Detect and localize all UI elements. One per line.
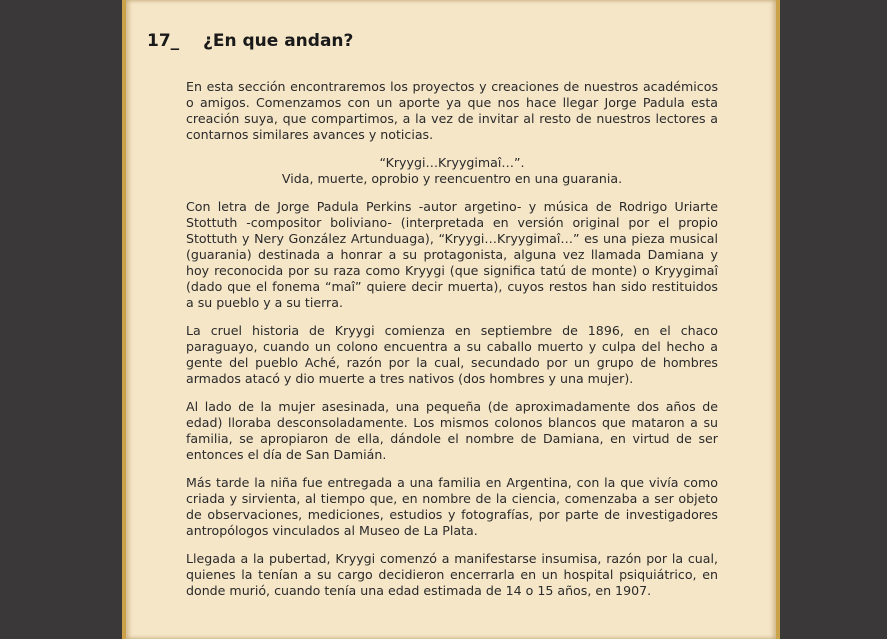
article-body — [186, 79, 718, 611]
paragraph-1: Con letra de Jorge Padula Perkins -autor argetino- y música de Rodrigo Uriarte Stottuth -compositor boliviano- (interpretada en versión original por el propio Stottuth y Nery González Artunduaga), “Kryygi…Kryygimaî…” es una pieza musical (guarania) destinada a honrar a su protagonista, alguna vez llamada Damiana y hoy reconocida por su raza como Kryygi (que significa tatú de monte) o Kryygimaî (dado que el fonema “maî” quiere decir muerta), cuyos restos han sido restituidos a su pueblo y a su tierra. — [186, 199, 718, 310]
intro-paragraph: En esta sección encontraremos los proyectos y creaciones de nuestros académicos o amigos. Comenzamos con un aporte ya que nos hace llegar Jorge Padula esta creación suya, que compartimos, a la vez de invitar al resto de nuestros lectores a contarnos similares avances y noticias. — [186, 79, 718, 142]
content-page — [122, 0, 780, 639]
song-subtitle: Vida, muerte, oprobio y reencuentro en una guarania. — [281, 171, 623, 186]
section-number: 17_ — [147, 31, 180, 51]
paragraph-4: Más tarde la niña fue entregada a una familia en Argentina, con la que vivía como criada y sirvienta, al tiempo que, en nombre de la ciencia, comenzaba a ser objeto de observaciones, mediciones, estudios y fotografías, por parte de investigadores antropólogos vinculados al Museo de La Plata. — [186, 475, 718, 538]
section-title: ¿En que andan? — [203, 31, 354, 51]
song-quote — [186, 155, 718, 187]
paragraph-2: La cruel historia de Kryygi comienza en septiembre de 1896, en el chaco paraguayo, cuando un colono encuentra a su caballo muerto y culpa del hecho a gente del pueblo Aché, razón por la cual, secundado por un grupo de hombres armados atacó y dio muerte a tres nativos (dos hombres y una mujer). — [186, 323, 718, 386]
song-title: “Kryygi…Kryygimaî…”. — [379, 155, 525, 170]
paragraph-5: Llegada a la pubertad, Kryygi comenzó a manifestarse insumisa, razón por la cual, quienes la tenían a su cargo decidieron encerrarla en un hospital psiquiátrico, en donde murió, cuando tenía una edad estimada de 14 o 15 años, en 1907. — [186, 551, 718, 598]
paragraph-3: Al lado de la mujer asesinada, una pequeña (de aproximadamente dos años de edad) lloraba desconsoladamente. Los mismos colonos blancos que mataron a su familia, se apropiaron de ella, dándole el nombre de Damiana, en virtud de ser entonces el día de San Damián. — [186, 399, 718, 462]
section-heading — [147, 31, 353, 51]
